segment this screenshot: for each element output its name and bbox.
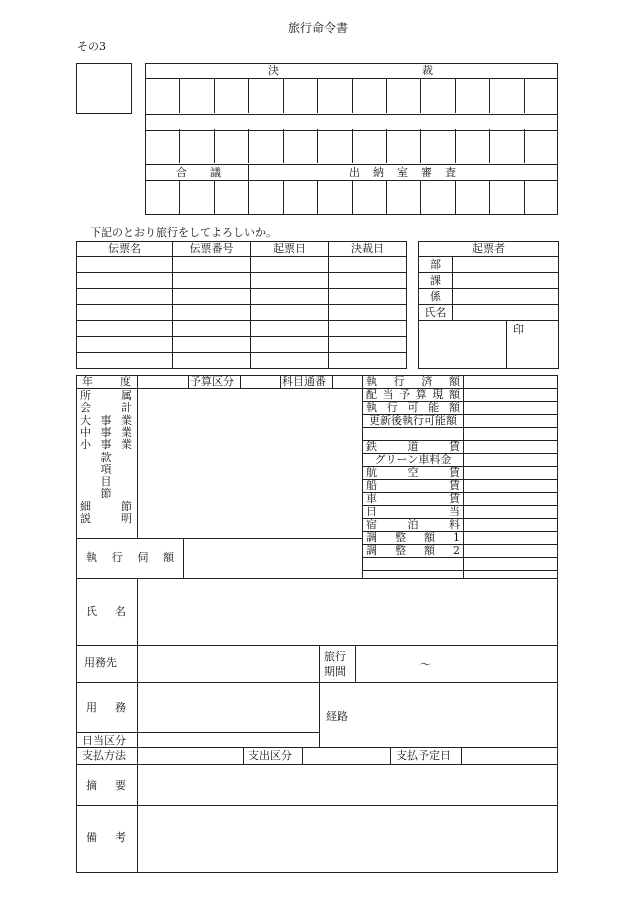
voucher-cell[interactable]: [329, 273, 407, 289]
nendo-label: [76, 376, 137, 388]
budget-right-label: [366, 519, 460, 531]
voucher-cell[interactable]: [77, 337, 173, 353]
budget-left-char: 明: [121, 512, 132, 525]
budget-left-char: 業: [121, 413, 132, 427]
form-number: その3: [77, 40, 106, 53]
budget-right-char: 予: [399, 388, 411, 401]
shimei-char-2: 名: [115, 605, 126, 618]
budget-left-label: [80, 402, 132, 414]
drafter-signature-area[interactable]: [419, 321, 507, 369]
budget-right-char: 料: [449, 518, 460, 531]
budget-right-char: 泊: [407, 518, 419, 531]
budget-left-label: 目: [100, 475, 112, 489]
budget-right-char: 宿: [366, 518, 377, 531]
nendo-label-2: 度: [120, 375, 131, 388]
drafter-section-label: 課: [419, 273, 453, 289]
travel-section: [76, 578, 558, 873]
period-tilde: ～: [420, 658, 431, 671]
budget-right-char: 賃: [449, 440, 460, 453]
gogi-label-2: 議: [210, 166, 221, 179]
nendo-label-1: 年: [82, 375, 93, 388]
voucher-cell[interactable]: [173, 353, 251, 369]
budget-right-char: 額: [424, 531, 435, 544]
voucher-header-number: 伝票番号: [173, 242, 251, 257]
voucher-header-name: 伝票名: [77, 242, 173, 257]
drafter-unit-value[interactable]: [453, 289, 559, 305]
budget-right-label: 更新後執行可能額: [369, 414, 457, 427]
budget-right-label: [366, 402, 460, 414]
budget-right-label: [366, 389, 460, 401]
voucher-cell[interactable]: [173, 305, 251, 321]
budget-right-char: 道: [407, 440, 419, 453]
budget-left-label: 節: [100, 487, 112, 501]
youmusaki-label: 用務先: [84, 656, 117, 669]
shiharai-houhou-label: 支払方法: [82, 749, 126, 762]
budget-right-char: 執: [366, 401, 377, 414]
budget-right-char: 航: [366, 466, 377, 479]
budget-right-char: 当: [382, 388, 394, 401]
budget-right-char: 車: [366, 492, 377, 505]
voucher-cell[interactable]: [173, 321, 251, 337]
budget-right-char: 鉄: [366, 440, 377, 453]
budget-right-char: 現: [432, 388, 444, 401]
budget-section: [76, 375, 558, 579]
budget-left-label: [80, 501, 132, 513]
youmu-label: [80, 702, 132, 714]
nittou-kubun-label: 日当区分: [82, 734, 126, 747]
ryoko-kikan-label-2: 期間: [324, 665, 346, 678]
budget-right-char: 調: [366, 544, 377, 557]
tekiyou-char-1: 摘: [86, 779, 97, 792]
budget-right-label: [366, 532, 460, 544]
voucher-cell[interactable]: [251, 257, 329, 273]
budget-right-char: 額: [449, 401, 460, 414]
tekiyou-char-2: 要: [115, 779, 126, 792]
budget-right-char: 1: [453, 531, 460, 544]
voucher-cell[interactable]: [329, 337, 407, 353]
budget-right-char: 可: [407, 401, 419, 414]
budget-left-char: 事: [100, 413, 112, 427]
budget-right-char: 済: [421, 375, 433, 388]
yosan-kubun-label: 予算区分: [190, 375, 234, 388]
voucher-cell[interactable]: [251, 353, 329, 369]
drafter-header: 起票者: [419, 242, 559, 257]
shikko-ukagai-char-3: 伺: [137, 551, 149, 564]
shikko-ukagai-char-2: 行: [111, 551, 123, 564]
drafter-dept-value[interactable]: [453, 257, 559, 273]
budget-left-char: 会: [80, 401, 91, 415]
voucher-header-decision-date: 決裁日: [329, 242, 407, 257]
voucher-cell[interactable]: [329, 353, 407, 369]
voucher-cell[interactable]: [251, 321, 329, 337]
budget-left-label: [80, 415, 132, 427]
budget-right-char: 日: [366, 505, 377, 518]
suitou-label-4: 審: [421, 166, 432, 179]
voucher-cell[interactable]: [77, 321, 173, 337]
budget-right-char: 当: [449, 505, 460, 518]
bikou-char-2: 考: [115, 831, 126, 844]
shikko-ukagai-char-1: 執: [86, 551, 97, 564]
budget-left-label: 項: [100, 462, 112, 476]
budget-left-label: [80, 439, 132, 451]
sai-label: 裁: [422, 64, 433, 77]
bikou-char-1: 備: [86, 831, 97, 844]
budget-right-char: 能: [428, 401, 440, 414]
voucher-cell[interactable]: [77, 273, 173, 289]
budget-left-label: [80, 513, 132, 525]
voucher-cell[interactable]: [329, 321, 407, 337]
shishutsu-kubun-label: 支出区分: [248, 749, 292, 762]
voucher-cell[interactable]: [173, 273, 251, 289]
budget-left-char: 節: [121, 499, 132, 513]
voucher-cell[interactable]: [173, 289, 251, 305]
voucher-cell[interactable]: [329, 305, 407, 321]
budget-left-char: 説: [80, 512, 91, 525]
voucher-cell[interactable]: [329, 257, 407, 273]
budget-left-char: 細: [80, 499, 91, 513]
suitou-label-5: 査: [445, 166, 456, 179]
budget-left-char: 事: [100, 425, 112, 439]
budget-left-char: 計: [121, 401, 132, 415]
budget-right-label: [366, 441, 460, 453]
voucher-cell[interactable]: [329, 289, 407, 305]
budget-right-char: 額: [448, 388, 460, 401]
shikko-ukagai-char-4: 額: [162, 551, 174, 564]
kessai-label: 決: [268, 64, 279, 77]
drafter-name-label: 氏名: [419, 305, 453, 321]
budget-right-char: 整: [395, 544, 406, 557]
budget-right-char: 2: [453, 544, 460, 557]
page-title: 旅行命令書: [288, 21, 349, 35]
voucher-cell[interactable]: [251, 273, 329, 289]
keiro-label: 経路: [326, 710, 348, 723]
voucher-cell[interactable]: [77, 353, 173, 369]
budget-right-char: 執: [366, 375, 377, 388]
budget-right-label: [366, 493, 460, 505]
seal-label: 印: [507, 321, 559, 369]
budget-left-char: 事: [100, 438, 112, 452]
voucher-cell[interactable]: [251, 289, 329, 305]
voucher-cell[interactable]: [77, 289, 173, 305]
budget-right-label: [366, 506, 460, 518]
budget-right-char: 行: [386, 401, 398, 414]
youmu-char-2: 務: [115, 701, 126, 714]
drafter-section-value[interactable]: [453, 273, 559, 289]
budget-right-char: 空: [407, 466, 419, 479]
budget-right-label: [366, 545, 460, 557]
budget-right-char: 行: [393, 375, 405, 388]
suitou-label-2: 納: [373, 166, 384, 179]
voucher-table: [76, 241, 407, 369]
shimei-char-1: 氏: [86, 605, 97, 618]
budget-right-char: 配: [366, 388, 377, 401]
budget-right-char: 額: [424, 544, 435, 557]
budget-left-char: 業: [121, 438, 132, 452]
voucher-cell[interactable]: [173, 337, 251, 353]
shikko-ukagai-label: [80, 552, 180, 564]
kamoku-tsuban-label: 科目通番: [282, 375, 326, 388]
budget-left-char: 属: [121, 389, 132, 402]
budget-right-char: 賃: [449, 479, 460, 492]
budget-left-label: 款: [100, 450, 112, 464]
shimei-label: [80, 606, 132, 618]
budget-left-char: 業: [121, 425, 132, 439]
suitou-label-1: 出: [349, 166, 360, 179]
ryoko-kikan-label-1: 旅行: [324, 650, 346, 663]
budget-left-char: 大: [80, 413, 91, 427]
gogi-label-1: 合: [176, 166, 187, 179]
budget-right-char: 算: [415, 388, 427, 401]
budget-left-char: 所: [80, 389, 91, 402]
budget-right-char: 賃: [449, 466, 460, 479]
budget-right-char: 船: [366, 479, 377, 492]
voucher-cell[interactable]: [251, 337, 329, 353]
suitou-label-3: 室: [397, 166, 408, 179]
shiharai-yoteibi-label: 支払予定日: [396, 749, 451, 762]
bikou-label: [80, 832, 132, 844]
budget-right-char: 賃: [449, 492, 460, 505]
voucher-header-draft-date: 起票日: [251, 242, 329, 257]
tekiyou-label: [80, 780, 132, 792]
youmu-char-1: 用: [86, 701, 97, 714]
budget-left-char: 小: [80, 438, 91, 452]
voucher-cell[interactable]: [173, 257, 251, 273]
drafter-name-value[interactable]: [453, 305, 559, 321]
budget-right-label: [366, 480, 460, 492]
budget-right-label: [366, 467, 460, 479]
instruction-text: 下記のとおり旅行をしてよろしいか。: [90, 226, 277, 239]
budget-right-char: 額: [448, 375, 460, 388]
budget-right-char: 調: [366, 531, 377, 544]
budget-left-char: 中: [80, 425, 91, 439]
drafter-table: [418, 241, 559, 369]
voucher-cell[interactable]: [77, 257, 173, 273]
budget-right-char: 整: [395, 531, 406, 544]
drafter-dept-label: 部: [419, 257, 453, 273]
budget-right-label: グリーン車料金: [374, 453, 452, 466]
drafter-unit-label: 係: [419, 289, 453, 305]
budget-right-label: [366, 376, 460, 388]
voucher-cell[interactable]: [251, 305, 329, 321]
voucher-cell[interactable]: [77, 305, 173, 321]
